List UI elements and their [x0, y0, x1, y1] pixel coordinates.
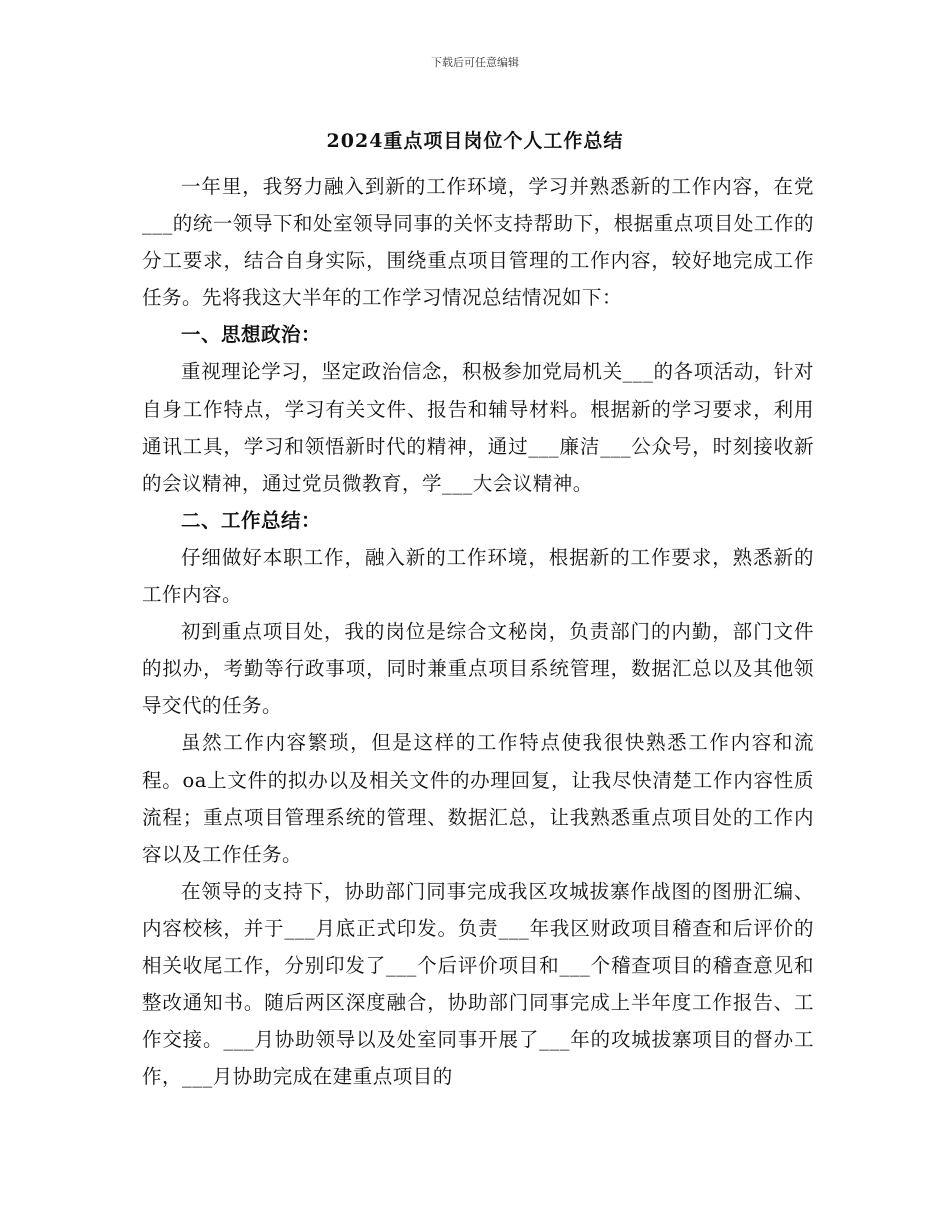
- work-paragraph: 初到重点项目处，我的岗位是综合文秘岗，负责部门的内勤，部门文件的拟办，考勤等行政事项，同时兼重点项目系统管理，数据汇总以及其他领导交代的任务。: [142, 620, 814, 718]
- document-title: 2024重点项目岗位个人工作总结: [326, 130, 624, 152]
- work-paragraph: 虽然工作内容繁琐，但是这样的工作特点使我很快熟悉工作内容和流程。oa上文件的拟办以及相关文件的办理回复，让我尽快清楚工作内容性质流程；重点项目管理系统的管理、数据汇总，让我熟悉重点项目处的工作内容以及工作任务。: [142, 731, 814, 866]
- work-paragraph: 仔细做好本职工作，融入新的工作环境，根据新的工作要求，熟悉新的工作内容。: [142, 545, 814, 607]
- section-heading-ideology: 一、思想政治：: [181, 323, 322, 347]
- document-body: [142, 168, 814, 1095]
- work-paragraph: 在领导的支持下，协助部门同事完成我区攻城拔寨作战图的图册汇编、内容校核，并于___月底正式印发。负责___年我区财政项目稽查和后评价的相关收尾工作，分别印发了___个后评价项目和___个稽查项目的稽查意见和整改通知书。随后两区深度融合，协助部门同事完成上半年度工作报告、工作交接。___月协助领导以及处室同事开展了___年的攻城拔寨项目的督办工作，___月协助完成在建重点项目的: [142, 879, 814, 1089]
- intro-paragraph: 一年里，我努力融入到新的工作环境，学习并熟悉新的工作内容，在党___的统一领导下和处室领导同事的关怀支持帮助下，根据重点项目处工作的分工要求，结合自身实际，围绕重点项目管理的工作内容，较好地完成工作任务。先将我这大半年的工作学习情况总结情况如下：: [142, 175, 814, 310]
- page-header-note: 下载后可任意编辑: [431, 56, 519, 69]
- section-heading-work-summary: 二、工作总结：: [181, 508, 322, 532]
- ideology-paragraph: 重视理论学习，坚定政治信念，积极参加党局机关___的各项活动，针对自身工作特点，学习有关文件、报告和辅导材料。根据新的学习要求，利用通讯工具，学习和领悟新时代的精神，通过___廉洁___公众号，时刻接收新的会议精神，通过党员微教育，学___大会议精神。: [142, 360, 814, 495]
